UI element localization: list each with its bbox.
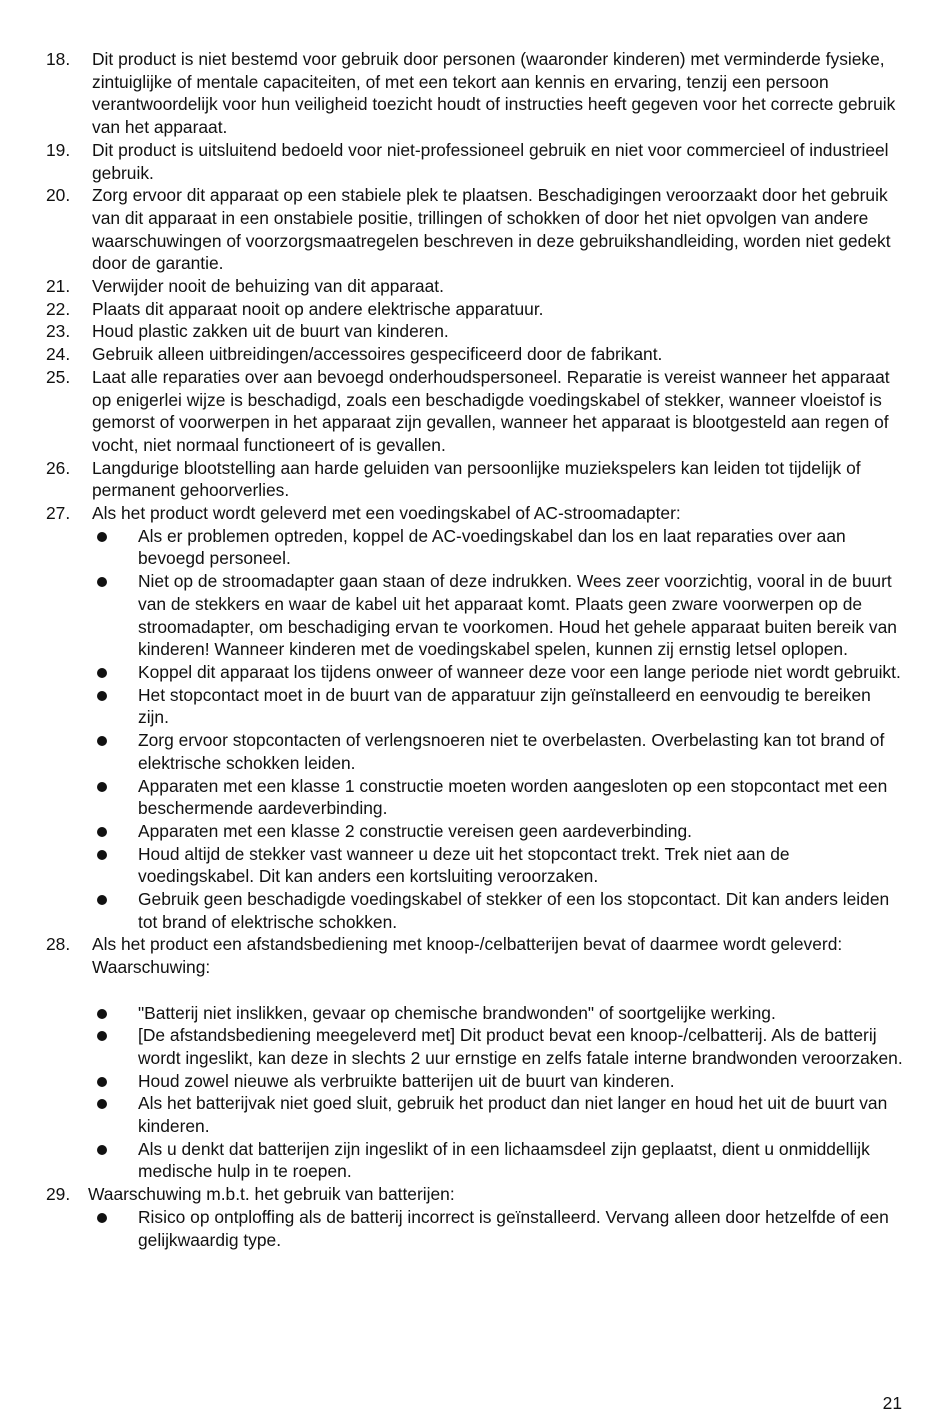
item-text: Dit product is niet bestemd voor gebruik door personen (waaronder kinderen) met verminderde fysieke, zintuiglijke of mentale capaciteiten, of met een tekort aan kennis en ervaring, tenzij een persoon verantwoordelijk voor hun veiligheid toezicht houdt of instructies heeft gegeven voor het correcte gebruik van het apparaat. [92,49,896,138]
bullet-item [92,525,904,570]
item-number: 28. [46,934,71,955]
bullet-dot-icon [97,782,107,792]
item-text: Gebruik alleen uitbreidingen/accessoires gespecificeerd door de fabrikant. [92,344,663,365]
item-text: Als het product wordt geleverd met een voedingskabel of AC-stroomadapter: [92,503,681,524]
item-number: 27. [46,503,71,524]
bullet-dot-icon [97,736,107,746]
bullet-item [92,888,904,933]
bullet-list [92,1002,904,1184]
list-item-24 [0,343,950,366]
bullet-text: Risico op ontploffing als de batterij incorrect is geïnstalleerd. Vervang alleen door hetzelfde of een gelijkwaardig type. [138,1206,889,1250]
bullet-text: Koppel dit apparaat los tijdens onweer of wanneer deze voor een lange periode niet wordt gebruikt. [138,661,901,682]
bullet-dot-icon [97,827,107,837]
list-item-29 [0,1183,950,1251]
bullet-dot-icon [97,1145,107,1155]
bullet-text: Het stopcontact moet in de buurt van de apparatuur zijn geïnstalleerd en eenvoudig te bereiken zijn. [138,684,871,728]
list-item-21 [0,275,950,298]
list-item-23 [0,320,950,343]
bullet-item [92,1070,904,1093]
bullet-text: Zorg ervoor stopcontacten of verlengsnoeren niet te overbelasten. Overbelasting kan tot brand of elektrische schokken leiden. [138,730,885,773]
bullet-text: "Batterij niet inslikken, gevaar op chemische brandwonden" of soortgelijke werking. [138,1002,776,1023]
bullet-text: [De afstandsbediening meegeleverd met] Dit product bevat een knoop-/celbatterij. Als de batterij wordt ingeslikt, kan deze in slechts 2 uur ernstige en zelfs fatale interne brandwonden veroorzaken. [138,1025,903,1068]
list-item-25 [0,366,950,457]
warning-label: Waarschuwing: [92,957,211,978]
bullet-text: Houd zowel nieuwe als verbruikte batterijen uit de buurt van kinderen. [138,1070,675,1091]
bullet-dot-icon [97,1099,107,1109]
bullet-item [92,729,904,774]
bullet-item [92,1206,904,1251]
bullet-text: Apparaten met een klasse 1 constructie moeten worden aangesloten op een stopcontact met een beschermende aardeverbinding. [138,775,888,819]
bullet-dot-icon [97,1031,107,1041]
bullet-item [92,843,904,888]
page-number: 21 [882,1393,902,1413]
item-text: Zorg ervoor dit apparaat op een stabiele plek te plaatsen. Beschadigingen veroorzaakt door het gebruik van dit apparaat in een onstabiele positie, trillingen of schokken of door het niet opvolgen van andere waarschuwingen of voorzorgsmaatregelen beschreven in deze gebruikshandleiding, worden niet gedekt door de garantie. [92,185,891,274]
bullet-item [92,661,904,684]
item-number: 24. [46,344,71,365]
bullet-dot-icon [97,895,107,905]
item-number: 20. [46,185,71,206]
bullet-item [92,1024,904,1069]
bullet-dot-icon [97,691,107,701]
list-item-20 [0,184,950,275]
bullet-item [92,570,904,661]
bullet-text: Niet op de stroomadapter gaan staan of deze indrukken. Wees zeer voorzichtig, vooral in de buurt van de stekkers en waar de kabel uit het apparaat komt. Plaats geen zware voorwerpen op de stroomadapter, om beschadiging ervan te voorkomen. Houd het gehele apparaat buiten bereik van kinderen! Wanneer kinderen met de voedingskabel spelen, kunnen zij ernstig letsel oplopen. [138,571,897,660]
list-item-18 [0,48,950,139]
bullet-text: Gebruik geen beschadigde voedingskabel of stekker of een los stopcontact. Dit kan anders leiden tot brand of elektrische schokken. [138,889,890,932]
list-item-19 [0,139,950,184]
bullet-item [92,1092,904,1137]
bullet-dot-icon [97,1077,107,1087]
bullet-list [92,525,904,934]
item-text: Dit product is uitsluitend bedoeld voor niet-professioneel gebruik en niet voor commercieel of industrieel gebruik. [92,139,889,183]
bullet-item [92,775,904,820]
item-number: 19. [46,139,71,160]
bullet-dot-icon [97,577,107,587]
list-item-27 [0,502,950,933]
item-number: 23. [46,321,71,342]
bullet-text: Als het batterijvak niet goed sluit, gebruik het product dan niet langer en houd het uit de buurt van kinderen. [138,1093,888,1137]
bullet-list [92,1206,904,1251]
bullet-text: Als u denkt dat batterijen zijn ingeslikt of in een lichaamsdeel zijn geplaatst, dient u onmiddellijk medische hulp in te roepen. [138,1138,870,1182]
bullet-text: Houd altijd de stekker vast wanneer u deze uit het stopcontact trekt. Trek niet aan de voedingskabel. Dit kan anders een kortsluiting veroorzaken. [138,843,790,887]
item-text: Laat alle reparaties over aan bevoegd onderhoudspersoneel. Reparatie is vereist wanneer het apparaat op enigerlei wijze is beschadigd, zoals een beschadigde voedingskabel of stekker, wanneer vloeistof is gemorst of voorwerpen in het apparaat zijn gevallen, wanneer het apparaat is blootgesteld aan regen of vocht, niet normaal functioneert of is gevallen. [92,366,890,455]
item-text: Verwijder nooit de behuizing van dit apparaat. [92,276,444,297]
item-number: 25. [46,366,71,387]
item-text: Plaats dit apparaat nooit op andere elektrische apparatuur. [92,298,544,319]
spacer [92,979,904,1002]
list-item-28 [0,933,950,1183]
instruction-list [0,48,950,1251]
bullet-text: Als er problemen optreden, koppel de AC-voedingskabel dan los en laat reparaties over aan bevoegd personeel. [138,525,846,569]
bullet-text: Apparaten met een klasse 2 constructie vereisen geen aardeverbinding. [138,820,692,841]
item-number: 29. [46,1184,71,1205]
bullet-dot-icon [97,850,107,860]
bullet-dot-icon [97,1009,107,1019]
list-item-22 [0,298,950,321]
bullet-dot-icon [97,668,107,678]
item-text: Langdurige blootstelling aan harde geluiden van persoonlijke muziekspelers kan leiden tot tijdelijk of permanent gehoorverlies. [92,457,861,501]
bullet-item [92,684,904,729]
item-number: 21. [46,276,71,297]
list-item-26 [0,457,950,502]
item-number: 26. [46,457,71,478]
item-number: 22. [46,298,71,319]
item-text: Houd plastic zakken uit de buurt van kinderen. [92,321,449,342]
item-text: Als het product een afstandsbediening met knoop-/celbatterijen bevat of daarmee wordt geleverd: [92,934,843,955]
item-text: Waarschuwing m.b.t. het gebruik van batterijen: [88,1184,455,1205]
bullet-item [92,1138,904,1183]
item-number: 18. [46,49,71,69]
bullet-item [92,820,904,843]
bullet-item [92,1002,904,1025]
bullet-dot-icon [97,532,107,542]
bullet-dot-icon [97,1213,107,1223]
